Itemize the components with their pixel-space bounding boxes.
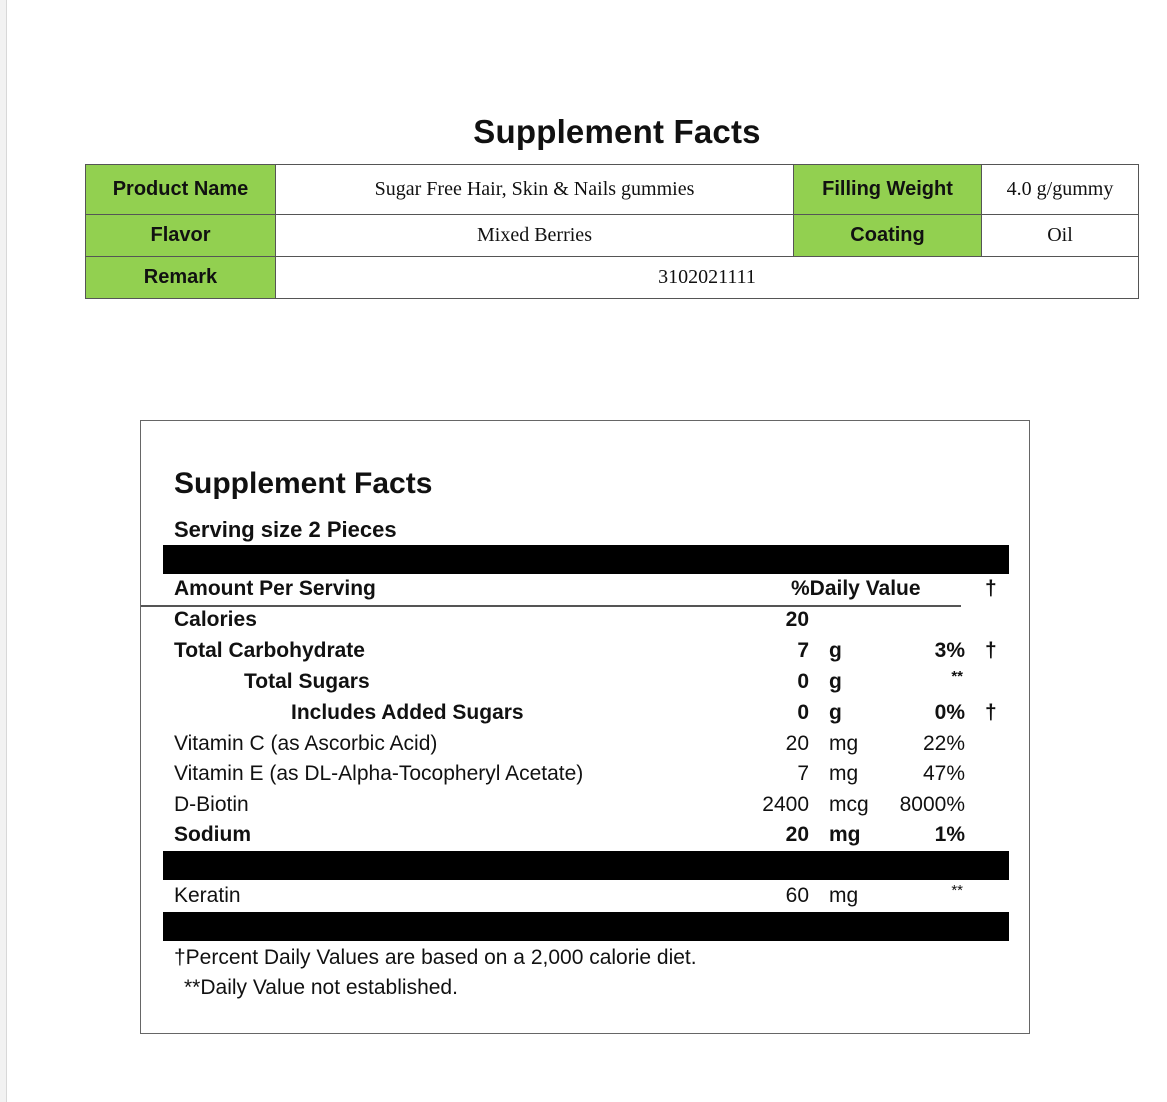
footnote-not-established: **Daily Value not established. <box>184 976 458 999</box>
row-added-sugars <box>141 701 1029 731</box>
nutrient-dv: 3% <box>934 639 965 662</box>
serving-size: Serving size 2 Pieces <box>174 517 397 542</box>
not-established-mark: ** <box>951 668 963 685</box>
product-name-value: Sugar Free Hair, Skin & Nails gummies <box>276 165 794 215</box>
nutrient-amount: 20 <box>785 608 809 631</box>
filling-weight-value: 4.0 g/gummy <box>982 165 1139 215</box>
nutrient-name: Vitamin E (as DL-Alpha-Tocopheryl Acetate) <box>174 762 584 785</box>
facts-title: Supplement Facts <box>174 467 433 500</box>
spec-row-flavor <box>86 215 1139 257</box>
nutrient-name: D-Biotin <box>174 793 249 816</box>
dagger-mark: † <box>985 639 997 662</box>
ingredient-unit: mg <box>829 884 859 907</box>
supplement-facts-panel <box>140 420 1030 1034</box>
coating-label: Coating <box>794 215 982 257</box>
spec-row-product <box>86 165 1139 215</box>
nutrient-name: Includes Added Sugars <box>291 701 524 724</box>
row-total-sugars <box>141 670 1029 700</box>
nutrient-amount: 7 <box>797 762 809 785</box>
nutrient-dv: 8000% <box>899 793 965 816</box>
amount-per-serving-label: Amount Per Serving <box>174 577 376 600</box>
nutrient-name: Total Sugars <box>244 670 370 693</box>
row-keratin <box>141 884 1029 914</box>
nutrient-amount: 0 <box>797 670 809 693</box>
header-row <box>141 577 1029 607</box>
dagger-mark: † <box>985 701 997 724</box>
daily-value-label: %Daily Value <box>791 577 921 600</box>
thick-divider-bottom <box>163 912 1009 941</box>
document-page <box>6 0 1167 1102</box>
nutrient-dv: 22% <box>922 732 965 755</box>
row-d-biotin <box>141 793 1029 823</box>
row-vitamin-c <box>141 732 1029 762</box>
page-title: Supplement Facts <box>473 113 761 150</box>
nutrient-name: Vitamin C (as Ascorbic Acid) <box>174 732 438 755</box>
remark-value: 3102021111 <box>276 257 1139 299</box>
row-total-carbohydrate <box>141 639 1029 669</box>
nutrient-amount: 0 <box>797 701 809 724</box>
thick-divider-top <box>163 545 1009 574</box>
flavor-label: Flavor <box>86 215 276 257</box>
thick-divider-middle <box>163 851 1009 880</box>
nutrient-unit: mg <box>829 732 859 755</box>
ingredient-name: Keratin <box>174 884 241 907</box>
nutrient-unit: g <box>829 701 842 724</box>
nutrient-name: Sodium <box>174 823 251 846</box>
ingredient-amount: 60 <box>785 884 809 907</box>
nutrient-unit: g <box>829 670 842 693</box>
thin-divider <box>141 605 961 607</box>
not-established-mark: ** <box>951 882 963 899</box>
nutrient-unit: mcg <box>829 793 869 816</box>
header-dagger: † <box>985 577 997 600</box>
filling-weight-label: Filling Weight <box>794 165 982 215</box>
row-calories <box>141 608 1029 638</box>
coating-value: Oil <box>982 215 1139 257</box>
nutrient-dv: 47% <box>922 762 965 785</box>
product-spec-table <box>85 164 1139 299</box>
nutrient-dv: 0% <box>934 701 965 724</box>
row-sodium <box>141 823 1029 853</box>
nutrient-dv: 1% <box>934 823 965 846</box>
nutrient-name: Total Carbohydrate <box>174 639 365 662</box>
nutrient-amount: 7 <box>797 639 809 662</box>
remark-label: Remark <box>86 257 276 299</box>
nutrient-unit: mg <box>829 762 859 785</box>
footnote-daily-values: †Percent Daily Values are based on a 2,000 calorie diet. <box>174 946 697 969</box>
nutrient-unit: mg <box>829 823 861 846</box>
product-name-label: Product Name <box>86 165 276 215</box>
spec-row-remark <box>86 257 1139 299</box>
flavor-value: Mixed Berries <box>276 215 794 257</box>
row-vitamin-e <box>141 762 1029 792</box>
nutrient-amount: 2400 <box>762 793 809 816</box>
nutrient-amount: 20 <box>785 732 809 755</box>
nutrient-amount: 20 <box>785 823 809 846</box>
nutrient-name: Calories <box>174 608 257 631</box>
nutrient-unit: g <box>829 639 842 662</box>
